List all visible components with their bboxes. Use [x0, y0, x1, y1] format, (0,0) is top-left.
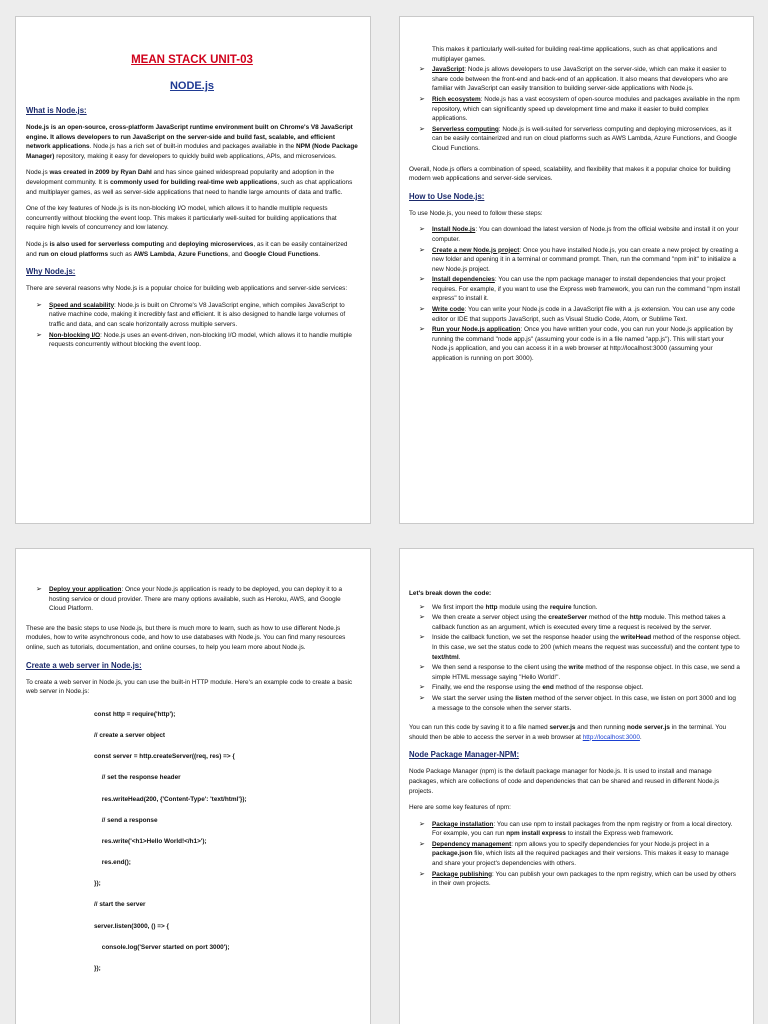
list-item-term: Deploy your application: [49, 586, 122, 593]
bold-text: createServer: [548, 614, 588, 622]
code-line: });: [94, 880, 101, 888]
bold-text: server.js: [549, 724, 576, 732]
text: .: [639, 733, 642, 741]
bold-text: commonly used for building real-time web applications: [110, 178, 278, 186]
list-item: [432, 225, 741, 244]
text: file, which lists all the required packages and their versions. This makes it easy to manage and share your project's dependencies with others.: [432, 850, 729, 868]
code-line: res.end();: [100, 859, 131, 867]
text: Node.js: [26, 240, 50, 248]
list-item: [432, 246, 741, 275]
list-item-term: JavaScript: [432, 66, 465, 74]
list-item: [49, 301, 358, 330]
list-item: [49, 585, 358, 614]
text: and: [164, 240, 179, 248]
list-item: [432, 663, 741, 682]
code-line: const http = require('http');: [94, 710, 176, 718]
bold-text: NPM (Node Package Manager): [26, 143, 358, 160]
list-item-text: : Node.js uses an event-driven, non-blocking I/O model, which allows it to handle multiple requests concurrently without blocking the event loop.: [49, 331, 352, 349]
list-item: [432, 840, 741, 869]
steps-list-continued: [26, 585, 358, 614]
text: .: [458, 653, 461, 661]
list-item-term: Rich ecosystem: [432, 95, 481, 103]
heading-how-to-use: How to Use Node.js:: [409, 191, 485, 201]
text: . Node.js has a rich set of built-in modules and packages available in the: [89, 143, 296, 151]
bold-text: node server.js: [626, 724, 670, 732]
text: : You can use npm to install packages from the npm registry or from a local directory. For example, you can run: [432, 820, 733, 838]
reasons-list-continued: [409, 65, 741, 153]
text: method of the response object. In this case, we set the status code to 200 (which means the request was successful) and the content type to: [432, 634, 741, 651]
heading-what-is-node: What is Node.js:: [26, 106, 87, 115]
text: We then create a server object using the: [432, 614, 549, 622]
text: Inside the callback function, we set the response header using the: [432, 634, 621, 642]
text: We start the server using the: [432, 694, 516, 702]
text: We first import the: [432, 603, 486, 611]
document-title: MEAN STACK UNIT-03: [131, 54, 253, 66]
bold-text: was created in 2009 by Ryan Dahl: [49, 169, 152, 177]
code-line: // send a response: [100, 816, 158, 824]
paragraph-breakdown: Let's break down the code:: [409, 590, 492, 597]
list-item-text: : You can download the latest version of Node.js from the official website and install it on your computer.: [432, 226, 739, 243]
breakdown-list: [409, 603, 741, 714]
code-line: const server = http.createServer((req, res) => {: [94, 753, 235, 761]
list-item-text: : Once you have written your code, you can run your Node.js application by running the command "node app.js" (assuming your code is in a file named "app.js"). This will start your Node.js application, and you can access it in a web browser at http://localhost:3000 (assuming your application is running on port 3000).: [432, 326, 733, 363]
list-item-term: Package publishing: [432, 870, 493, 878]
bold-text: listen: [515, 694, 533, 702]
code-line: server.listen(3000, () => {: [94, 922, 169, 930]
list-item: [432, 603, 741, 613]
reasons-list: [26, 301, 358, 350]
list-item-text: : Once you have installed Node.js, you can create a new project by creating a new folder and opening it in a terminal or command prompt. Then, run the command "npm init" to initialize a new Node.js project.: [432, 246, 739, 273]
document-page-4: [399, 548, 754, 1024]
list-item-term: Serverless computing: [432, 125, 499, 133]
list-item-term: Create a new Node.js project: [432, 246, 520, 254]
text: : npm allows you to specify dependencies for your Node.js project in a: [511, 840, 710, 848]
list-item: [432, 633, 741, 662]
code-line: res.write('<h1>Hello World!</h1>');: [100, 837, 207, 845]
list-item-text: : Node.js is built on Chrome's V8 JavaScript engine, which compiles JavaScript to native machine code, making it incredibly fast and efficient. It is also designed to handle large volumes of traffic and data, and can scale horizontally across multiple servers.: [49, 301, 346, 328]
paragraph-serverless: [26, 240, 358, 259]
document-page-2: [399, 16, 754, 524]
text: , and: [228, 250, 245, 258]
code-line: // set the response header: [100, 774, 181, 782]
heading-create-server: Create a web server in Node.js:: [26, 660, 142, 670]
steps-list: [409, 225, 741, 363]
paragraph-basic-steps: These are the basic steps to use Node.js, but there is much more to learn, such as how to use different Node.js modules, how to write asynchronous code, and how to use databases with Node.js. You can find many resources online, such as tutorials, documentation, and online courses, to help you learn more about Node.js.: [26, 624, 346, 651]
text: , such as chat applications and multiplayer games, as well as server-side applications that need to handle large amounts of data and traffic.: [26, 178, 353, 196]
text: We then send a response to the client using the: [432, 664, 569, 672]
list-item-term: Write code: [432, 306, 465, 314]
paragraph-server-intro: To create a web server in Node.js, you can use the built-in HTTP module. Here's an example code to create a basic web server in Node.js:: [26, 678, 353, 696]
npm-features-list: [409, 820, 741, 889]
text: .: [318, 250, 321, 258]
paragraph-history: [26, 168, 358, 197]
bold-text: write: [568, 664, 584, 672]
bold-text: npm install express: [506, 830, 566, 838]
code-line: res.writeHead(200, {'Content-Type': 'text/html'});: [100, 795, 247, 803]
text: Finally, we end the response using the: [432, 684, 543, 692]
list-item: [432, 694, 741, 713]
heading-npm: Node Package Manager-NPM:: [409, 750, 520, 760]
bold-text: end: [542, 684, 554, 692]
list-item-term: Speed and scalability: [49, 301, 114, 309]
bold-text: writeHead: [620, 634, 652, 642]
text: Node.js: [26, 169, 50, 177]
bold-text: package.json: [432, 850, 473, 858]
paragraph-reasons: There are several reasons why Node.js is a popular choice for building web applications and server-side services:: [26, 285, 348, 293]
list-item: [432, 870, 741, 889]
bold-text: Azure Functions: [178, 250, 229, 258]
text: method of the response object. In this case, we send a simple HTML message saying "Hello World!".: [432, 664, 740, 681]
text: ,: [174, 250, 179, 258]
code-line: // create a server object: [94, 731, 166, 739]
code-line: console.log('Server started on port 3000');: [100, 943, 230, 951]
code-block: [26, 710, 358, 974]
list-item-text: : You can use the npm package manager to install dependencies that your project requires. For example, if you want to use the Express web framework, you can run the command "npm install express" to install it.: [432, 276, 741, 303]
list-continuation: This makes it particularly well-suited for building real-time applications, such as chat applications and multiplayer games.: [432, 46, 717, 63]
list-item-text: : Once your Node.js application is ready to be deployed, you can deploy it to a hosting service or cloud provider. There are many options available, such as Heroku, AWS, and Google Cloud Platform.: [49, 586, 343, 613]
list-item: [432, 683, 741, 693]
bold-text: Node.js is an open-source, cross-platform JavaScript runtime environment built on Chrome's V8 JavaScript engine. It allows developers to run JavaScript on the server-side and build fast, scalable, and efficient network applications: [26, 124, 353, 151]
text: such as: [108, 250, 134, 258]
list-item-text: : Node.js is well-suited for serverless computing and deploying microservices, as it can be easily containerized and run on cloud platforms such as AWS Lambda, Azure Functions, and Google Cloud Functions.: [432, 125, 737, 152]
text: and has since gained widespread popularity and adoption in the development community. It is: [26, 169, 335, 186]
text: You can run this code by saving it to a file named: [409, 724, 550, 732]
document-page-1: [15, 16, 371, 524]
code-line: });: [94, 965, 101, 972]
bold-text: text/html: [432, 653, 459, 661]
text: method of the server object. In this case, we listen on port 3000 and log a message to the console when the server starts.: [432, 694, 736, 712]
paragraph-intro: [26, 123, 358, 161]
list-item-text: : Node.js allows developers to use JavaScript on the server-side, which can make it easier to share code between the front-end and back-end of an application. It also means that developers who are familiar with JavaScript can easily transition to building server-side applications with Node.js.: [432, 66, 728, 93]
document-page-3: [15, 548, 371, 1024]
heading-why-node: Why Node.js:: [26, 267, 76, 277]
text: module. This method takes a callback function as an argument, which is executed every time a request is received by the server.: [432, 614, 726, 631]
code-line: // start the server: [94, 901, 146, 909]
list-item-text: : You can write your Node.js code in a JavaScript file with a .js extension. You can use any code editor or IDE that supports JavaScript, such as Visual Studio Code, Atom, or Sublime Text.: [432, 306, 735, 323]
bold-text: http: [629, 614, 642, 622]
list-item: [432, 820, 741, 839]
list-item-term: Install Node.js: [432, 226, 476, 234]
bold-text: AWS Lambda: [133, 250, 175, 258]
text: to install the Express web framework.: [565, 830, 674, 838]
list-item: [432, 65, 741, 94]
text: and then running: [575, 724, 627, 732]
list-item-term: Run your Node.js application: [432, 326, 521, 334]
text: , as it can be easily containerized and: [26, 240, 348, 258]
list-item-term: Dependency management: [432, 840, 512, 848]
bold-text: require: [549, 603, 572, 611]
list-item-term: Install dependencies: [432, 276, 495, 284]
text: : You can publish your own packages to the npm registry, which can be used by others in their own projects.: [432, 870, 736, 888]
list-item: [432, 125, 741, 154]
paragraph-steps-intro: To use Node.js, you need to follow these steps:: [409, 209, 543, 217]
text: method of the response object.: [553, 684, 644, 692]
bold-text: Google Cloud Functions: [244, 250, 319, 258]
list-item-text: : Node.js has a vast ecosystem of open-source modules and packages available in the npm repository, which can significantly speed up development time and make it easier to build complex applications.: [432, 95, 740, 123]
text: repository, making it easy for developers to quickly build web applications, APIs, and microservices.: [54, 152, 337, 160]
paragraph-nonblocking: One of the key features of Node.js is its non-blocking I/O model, which allows it to handle multiple requests concurrently without blocking the event loop. This makes it particularly well-suited for building applications that require high levels of concurrency and low latency.: [26, 205, 337, 232]
list-item: [432, 325, 741, 363]
list-item-term: Package installation: [432, 820, 494, 828]
paragraph-npm-features: Here are some key features of npm:: [409, 804, 511, 812]
paragraph-run: [409, 723, 741, 742]
text: module using the: [497, 603, 550, 611]
document-subtitle: NODE.js: [169, 80, 214, 92]
list-item: [432, 275, 741, 304]
localhost-link[interactable]: http://localhost:3000: [582, 733, 640, 741]
list-item: [432, 613, 741, 632]
paragraph-npm: Node Package Manager (npm) is the default package manager for Node.js. It is used to install and manage packages, which are collections of code and dependencies that can be shared and reused in different Node.js projects.: [409, 768, 720, 795]
text: method of the: [587, 614, 630, 622]
list-item-term: Non-blocking I/O: [49, 331, 101, 339]
paragraph-overall: Overall, Node.js offers a combination of speed, scalability, and flexibility that makes it a popular choice for building modern web applications and server-side services.: [409, 165, 731, 183]
text: function.: [571, 603, 598, 611]
list-item: [432, 305, 741, 324]
bold-text: is also used for serverless computing: [49, 240, 165, 248]
list-item: [49, 331, 358, 350]
bold-text: run on cloud platforms: [38, 250, 109, 258]
text: in the terminal. You should then be able to access the server in a web browser at: [409, 724, 727, 741]
bold-text: deploying microservices: [178, 240, 254, 248]
bold-text: http: [485, 603, 498, 611]
list-item: [432, 95, 741, 124]
